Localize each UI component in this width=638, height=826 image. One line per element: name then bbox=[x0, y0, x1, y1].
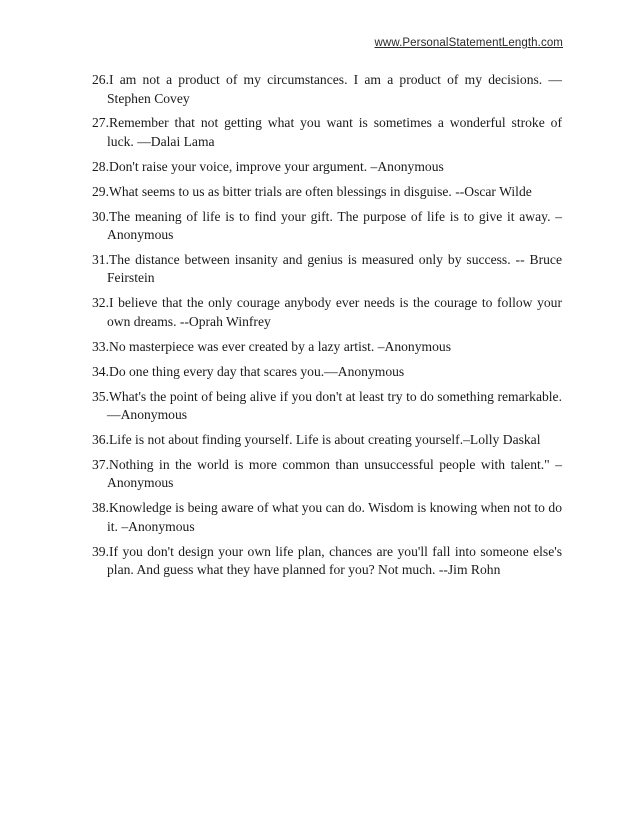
quote-text: Don't raise your voice, improve your argument. –Anonymous bbox=[109, 158, 444, 174]
quote-text: No masterpiece was ever created by a lazy artist. –Anonymous bbox=[109, 338, 451, 354]
quote-text: The meaning of life is to find your gift. The purpose of life is to give it away. –Anonymous bbox=[107, 208, 562, 243]
quote-text: I believe that the only courage anybody ever needs is the courage to follow your own dreams. --Oprah Winfrey bbox=[107, 295, 562, 329]
quote-item bbox=[92, 294, 562, 331]
quote-text: What seems to us as bitter trials are often blessings in disguise. --Oscar Wilde bbox=[109, 183, 532, 199]
quote-item bbox=[92, 251, 562, 288]
quote-number: 31. bbox=[92, 251, 109, 267]
quote-number: 38. bbox=[92, 500, 109, 516]
quote-item bbox=[92, 338, 562, 357]
quote-item bbox=[92, 388, 562, 425]
quote-item bbox=[92, 158, 562, 177]
quote-number: 28. bbox=[92, 158, 109, 174]
quote-number: 36. bbox=[92, 431, 109, 447]
quote-item bbox=[92, 456, 562, 493]
quote-item bbox=[92, 114, 562, 151]
quote-number: 34. bbox=[92, 363, 109, 379]
quote-text: I am not a product of my circumstances. I am a product of my decisions. — Stephen Covey bbox=[107, 72, 562, 106]
quote-item bbox=[92, 71, 562, 108]
quote-number: 29. bbox=[92, 183, 109, 199]
quote-text: Remember that not getting what you want is sometimes a wonderful stroke of luck. —Dalai Lama bbox=[107, 115, 562, 149]
quote-text: The distance between insanity and genius is measured only by success. -- Bruce Feirstein bbox=[107, 251, 562, 286]
quote-text: Life is not about finding yourself. Life is about creating yourself.–Lolly Daskal bbox=[109, 431, 541, 447]
quote-item bbox=[92, 208, 562, 245]
quote-number: 37. bbox=[92, 456, 109, 472]
quote-number: 26. bbox=[92, 72, 109, 87]
quote-text: If you don't design your own life plan, chances are you'll fall into someone else's plan. And guess what they have planned for you? Not much. --Jim Rohn bbox=[107, 543, 562, 578]
quote-number: 35. bbox=[92, 388, 109, 404]
site-url-link[interactable]: www.PersonalStatementLength.com bbox=[374, 37, 563, 49]
quote-list bbox=[92, 71, 562, 586]
quote-item bbox=[92, 431, 562, 450]
quote-item bbox=[92, 543, 562, 580]
quote-item bbox=[92, 499, 562, 536]
quote-number: 30. bbox=[92, 208, 109, 224]
quote-text: Knowledge is being aware of what you can do. Wisdom is knowing when not to do it. –Anonymous bbox=[107, 500, 562, 534]
quote-number: 33. bbox=[92, 338, 109, 354]
quote-text: Do one thing every day that scares you.—Anonymous bbox=[109, 363, 405, 379]
quote-item bbox=[92, 363, 562, 382]
quote-item bbox=[92, 183, 562, 202]
quote-text: What's the point of being alive if you don't at least try to do something remarkable.—Anonymous bbox=[107, 388, 562, 423]
quote-number: 32. bbox=[92, 295, 109, 311]
quote-number: 39. bbox=[92, 543, 109, 559]
quote-text: Nothing in the world is more common than unsuccessful people with talent." –Anonymous bbox=[107, 456, 562, 491]
quote-number: 27. bbox=[92, 115, 109, 131]
